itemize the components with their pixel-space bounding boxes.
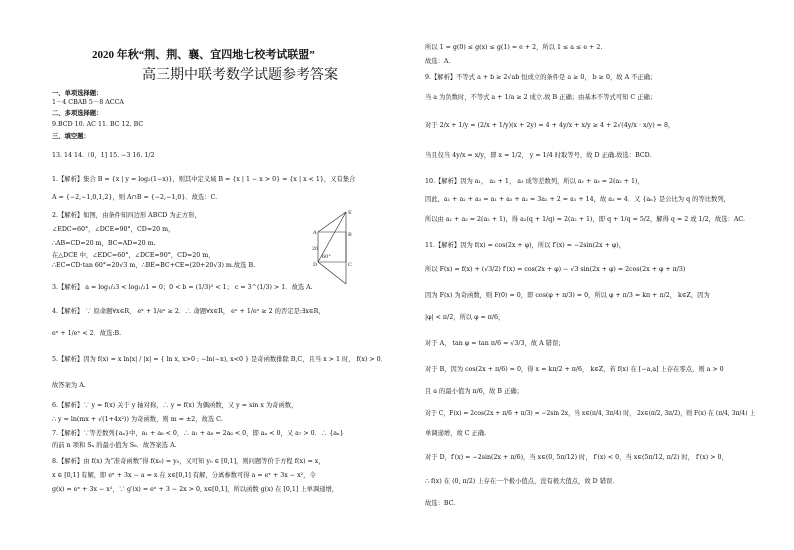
section-heading: 一、单项选择题：	[52, 90, 103, 97]
solution-line: 对于 A， tan φ = tan π/6 = √3/3，故 A 错误；	[425, 340, 565, 347]
solution-line: 故选：A.	[425, 58, 451, 65]
solution-line: 2.【解析】如图，由条件知四边形 ABCD 为正方形，	[52, 212, 201, 219]
solution-line: 对于 D，f′(x) = −2sin(2x + π/6)，当 x∈(0, 5π/12) 时， f′(x) < 0，当 x∈(5π/12, π/2) 时， f′(x) > 0，	[425, 454, 728, 461]
solution-line: 所以由 a₁ + a₃ = 2(a₂ + 1)，得 a₂(q + 1/q) = 2(a₂ + 1)，即 q + 1/q = 5/2，解得 q = 2 或 1/2，故选：AC.	[425, 216, 745, 223]
solution-line: 当 a 为负数时，不等式 a + 1/a ≥ 2 成立.故 B 正确；由基本不等式可知 C 正确；	[425, 94, 657, 101]
solution-line: 对于 B，因为 cos(2x + π/6) = 0，得 x = kπ/2 + π/6， k∈Z，若 f(x) 在 [−a,a] 上存在零点，则 a > 0	[425, 366, 724, 373]
solution-line: |φ| < π/2，所以 φ = π/6，	[425, 314, 505, 321]
answer-line: 1－4 CBAB 5－8 ACCA	[52, 99, 124, 106]
solution-line: 11.【解析】因为 f(x) = cos(2x + φ)，所以 f′(x) = −2sin(2x + φ)，	[425, 242, 626, 249]
figure-label-e: E	[348, 210, 352, 216]
solution-line: 故选：BC.	[425, 500, 456, 507]
solution-line: 在△DCE 中，∠EDC=60°，∠DCE=90°，CD=20 m，	[52, 252, 215, 259]
solution-line: 1.【解析】集合 B = {x | y = log₂(1−x)}，则其中定义域 B = {x | 1 − x > 0} = {x | x < 1}，又有集合	[52, 176, 356, 183]
figure-label-c: C	[348, 262, 352, 268]
solution-line: 故答案为 A.	[52, 382, 86, 389]
solution-line: 3.【解析】 a = log₁/₂3 < log₁/₂1 = 0；0 < b = (1/3)² < 1； c = 3^(1/3) > 1．故选 A.	[52, 284, 313, 291]
solution-line: ∴AB=CD=20 m，BC=AD=20 m.	[52, 240, 156, 247]
solution-line: x ∈ [0,1] 有解，即 eˣ + 3x − a = x 在 x∈[0,1] 有解，分离参数可得 a = eˣ + 3x − x²，令	[52, 472, 316, 479]
section-heading: 二、多项选择题：	[52, 110, 103, 117]
solution-line: 对于 C，F(x) = 2cos(2x + π/6 + π/3) = −2sin 2x，当 x∈(π/4, 3π/4) 时， 2x∈(π/2, 3π/2)，则 F(x) 在 (π/4, 3π/4) 上	[425, 410, 756, 417]
solution-line: ∴ y = ln(mx + √(1+4x²)) 为奇函数，则 m = ±2，故选 C.	[52, 416, 223, 423]
exam-title: 2020 年秋“荆、荆、襄、宜四地七校考试联盟”	[92, 49, 315, 61]
solution-line: 所以 F(x) = f(x) + (√3/2) f′(x) = cos(2x + φ) − √3 sin(2x + φ) = 2cos(2x + φ + π/3)	[425, 266, 686, 273]
section-heading: 三、填空题：	[52, 133, 90, 140]
solution-line: 10.【解析】因为 a₁， a₂ + 1， a₃ 成等差数列，所以 a₁ + a₃ = 2(a₂ + 1)，	[425, 178, 644, 185]
solution-line: 的前 n 项和 Sₙ 的最小值为 S₆．故答案选 A.	[52, 442, 177, 449]
solution-line: 9.【解析】不等式 a + b ≥ 2√ab 恒成立的条件是 a ≥ 0， b ≥ 0，故 A 不正确；	[425, 74, 657, 81]
solution-line: g(x) = eˣ + 3x − x²，∵ g′(x) = eˣ + 3 − 2x > 0, x∈[0,1]，所以函数 g(x) 在 [0,1] 上单调递增，	[52, 486, 339, 493]
solution-line: A = {−2,−1,0,1,2}，则 A∩B = {−2,−1,0}．故选：C.	[52, 194, 218, 201]
solution-line: 因为 F(x) 为奇函数，则 F(0) = 0，即 cos(φ + π/3) = 0，所以 φ + π/3 = kπ + π/2， k∈Z，因为	[425, 292, 710, 299]
solution-line: 对于 2/x + 1/y = (2/x + 1/y)(x + 2y) = 4 + 4y/x + x/y ≥ 4 + 2√(4y/x · x/y) = 8，	[425, 122, 675, 129]
solution-line: 6.【解析】∵ y = f(x) 关于 y 轴对称，∴ y = f(x) 为偶函数，又 y = sin x 为奇函数，	[52, 402, 298, 409]
solution-line: 单调递增，故 C 正确.	[425, 430, 487, 437]
solution-line: 7.【解析】∵等差数列{aₙ}中，a₁ + a₆ < 0，∴ a₁ + a₆ = 2a₆ < 0，即 aₙ < 0，又 a₇ > 0．∴ {aₙ}	[52, 430, 344, 437]
solution-line: ∴EC=CD·tan 60°=20√3 m，∴BE=BC+CE=(20+20√3) m.故选 B.	[52, 262, 256, 269]
answer-line: 13. 14 14.（0，1] 15. −3 16. 1/2	[52, 152, 155, 159]
solution-line: 当且仅当 4y/x = x/y，即 x = 1/2， y = 1/4 时取等号，故 D 正确.故选：BCD.	[425, 152, 652, 159]
solution-line: 4.【解析】 ∵ 原命题∀x∈R， eˣ + 1/eˣ ≥ 2．∴ 命题∀x∈R， eˣ + 1/eˣ ≥ 2 的否定是:∃x∈R，	[52, 308, 325, 315]
solution-line: 所以 1 = g(0) ≤ g(x) ≤ g(1) = e + 2，所以 1 ≤ a ≤ e + 2.	[425, 44, 603, 51]
solution-line: ∴ f(x) 在 (0, π/2) 上存在一个极小值点，没有极大值点，故 D 错误.	[425, 478, 615, 485]
figure-label-d: D	[313, 262, 318, 268]
solution-line: eˣ + 1/eˣ < 2．故选:B.	[52, 330, 122, 337]
solution-line: 5.【解析】因为 f(x) = x ln|x| / |x| = { ln x, x>0 ; −ln(−x), x<0 } 是奇函数排除 B,C，且当 x > 1 时， f(x) > 0．	[52, 356, 387, 363]
figure-label-length: 20	[312, 246, 319, 252]
exam-subtitle: 高三期中联考数学试题参考答案	[142, 68, 338, 83]
figure-label-b: B	[348, 232, 352, 238]
answer-line: 9.BCD 10. AC 11. BC 12. BC	[52, 121, 144, 128]
solution-line: 因此，a₁ + a₂ + a₃ = a₁ + a₃ + a₂ = 3a₂ + 2 = a₁ + 14，故 a₂ = 4．又 {aₙ} 是公比为 q 的等比数列，	[425, 196, 730, 203]
figure-label-a: A	[313, 230, 317, 236]
solution-line: 且 a 的最小值为 π/6，故 B 正确；	[425, 388, 523, 395]
solution-line: 8.【解析】由 f(x) 为“准奇函数”得 f(x₀) = y₀，又可知 y₀ ∈ [0,1]，则问题等价于方程 f(x) = x，	[52, 458, 325, 465]
figure-label-angle: 60°	[322, 254, 331, 260]
solution-line: ∠EDC=60°，∠DCE=90°，CD=20 m，	[52, 226, 175, 233]
